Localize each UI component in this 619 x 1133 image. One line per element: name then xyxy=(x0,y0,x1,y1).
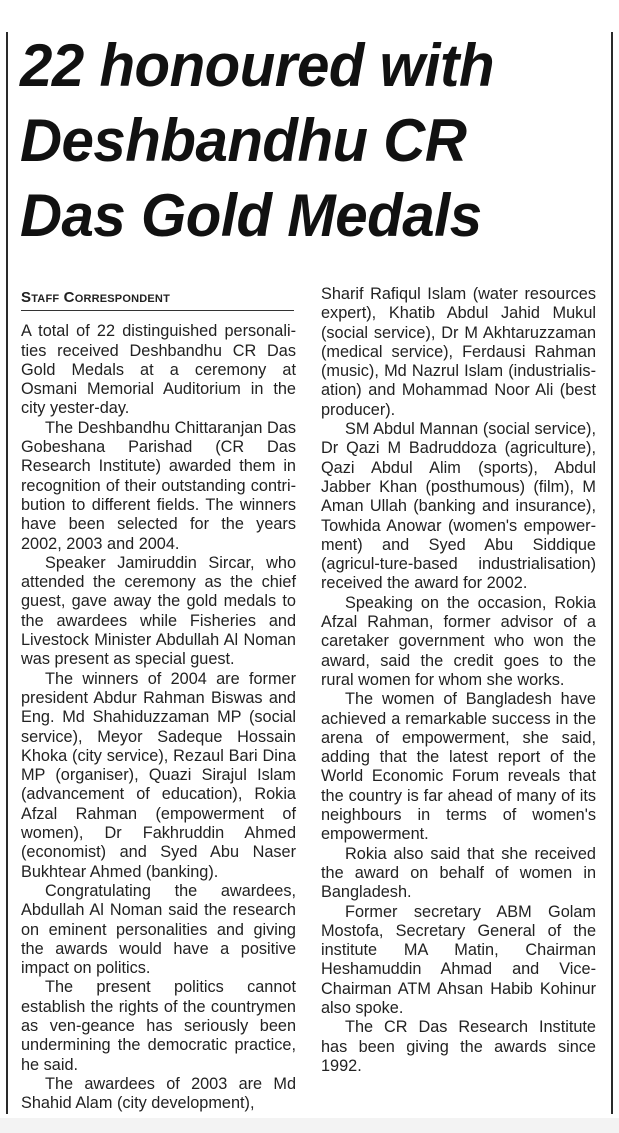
paragraph: The women of Bangladesh have achieved a remarkable success in the arena of empowerment, she said, adding that the latest report of the World Economic Forum reveals that the country is far ahead of many of its neighbours in terms of women's empowerment. xyxy=(321,690,596,844)
paragraph: The Deshbandhu Chittaranjan Das Gobeshana Parishad (CR Das Research Institute) awarded them in recognition of their outstanding contri-bution to different fields. The winners have been selected for the years 2002, 2003 and 2004. xyxy=(21,418,296,553)
paragraph: SM Abdul Mannan (social service), Dr Qazi M Badruddoza (agriculture), Qazi Abdul Alim (sports), Abdul Jabber Khan (posthumous) (film), M Aman Ullah (banking and insurance), Towhida Anowar (women's empower-ment) and Syed Abu Siddique (agricul-ture-based industrialisation) received the award for 2002. xyxy=(321,420,596,593)
paragraph: Former secretary ABM Golam Mostofa, Secretary General of the institute MA Matin, Chairman Heshamuddin Ahmad and Vice-Chairman ATM Ahsan Habib Kohinur also spoke. xyxy=(321,902,596,1017)
page-bottom-edge xyxy=(0,1118,619,1133)
paragraph: Congratulating the awardees, Abdullah Al Noman said the research on eminent personalities and giving the awards would have a positive impact on politics. xyxy=(21,881,296,978)
paragraph: Speaker Jamiruddin Sircar, who attended the ceremony as the chief guest, gave away the gold medals to the awardees while Fisheries and Livestock Minister Abdullah Al Noman was present as special guest. xyxy=(21,553,296,669)
paragraph: A total of 22 distinguished personali-ties received Deshbandhu CR Das Gold Medals at a ceremony at Osmani Memorial Auditorium in the city yester-day. xyxy=(21,322,296,418)
headline-line-2: Deshbandhu CR xyxy=(20,107,467,174)
paragraph: Sharif Rafiqul Islam (water resources expert), Khatib Abdul Jahid Mukul (social service), Dr M Akhtaruzzaman (medical service), Ferdausi Rahman (music), Md Nazrul Islam (industrialis-ation) and Mohammad Noor Ali (best producer). xyxy=(321,285,596,419)
column-rule-left xyxy=(6,32,8,1114)
paragraph: The awardees of 2003 are Md Shahid Alam (city development), xyxy=(21,1074,296,1113)
paragraph: The winners of 2004 are former president Abdur Rahman Biswas and Eng. Md Shahiduzzaman MP (social service), Meyor Sadeque Hossain Khoka (city service), Rezaul Bari Dina MP (organiser), Quazi Sirajul Islam (advancement of education), Rokia Afzal Rahman (empowerment of women), Dr Fakhruddin Ahmed (economist) and Syed Abu Naser Bukhtear Ahmed (banking). xyxy=(21,669,296,881)
byline: Staff Correspondent xyxy=(21,288,294,311)
headline-line-3: Das Gold Medals xyxy=(20,182,482,249)
headline-line-1: 22 honoured with xyxy=(20,32,495,99)
paragraph: The CR Das Research Institute has been giving the awards since 1992. xyxy=(321,1018,596,1075)
paragraph: Speaking on the occasion, Rokia Afzal Rahman, former advisor of a caretaker government who won the award, said the credit goes to the rural women for whom she works. xyxy=(321,593,596,689)
headline xyxy=(20,28,592,253)
article-column-1 xyxy=(21,286,296,1113)
article-column-2 xyxy=(321,285,596,1076)
paragraph: The present politics cannot establish the rights of the countrymen as ven-geance has seriously been undermining the democratic practice, he said. xyxy=(21,978,296,1074)
column-rule-right xyxy=(611,32,613,1114)
paragraph: Rokia also said that she received the award on behalf of women in Bangladesh. xyxy=(321,844,596,902)
